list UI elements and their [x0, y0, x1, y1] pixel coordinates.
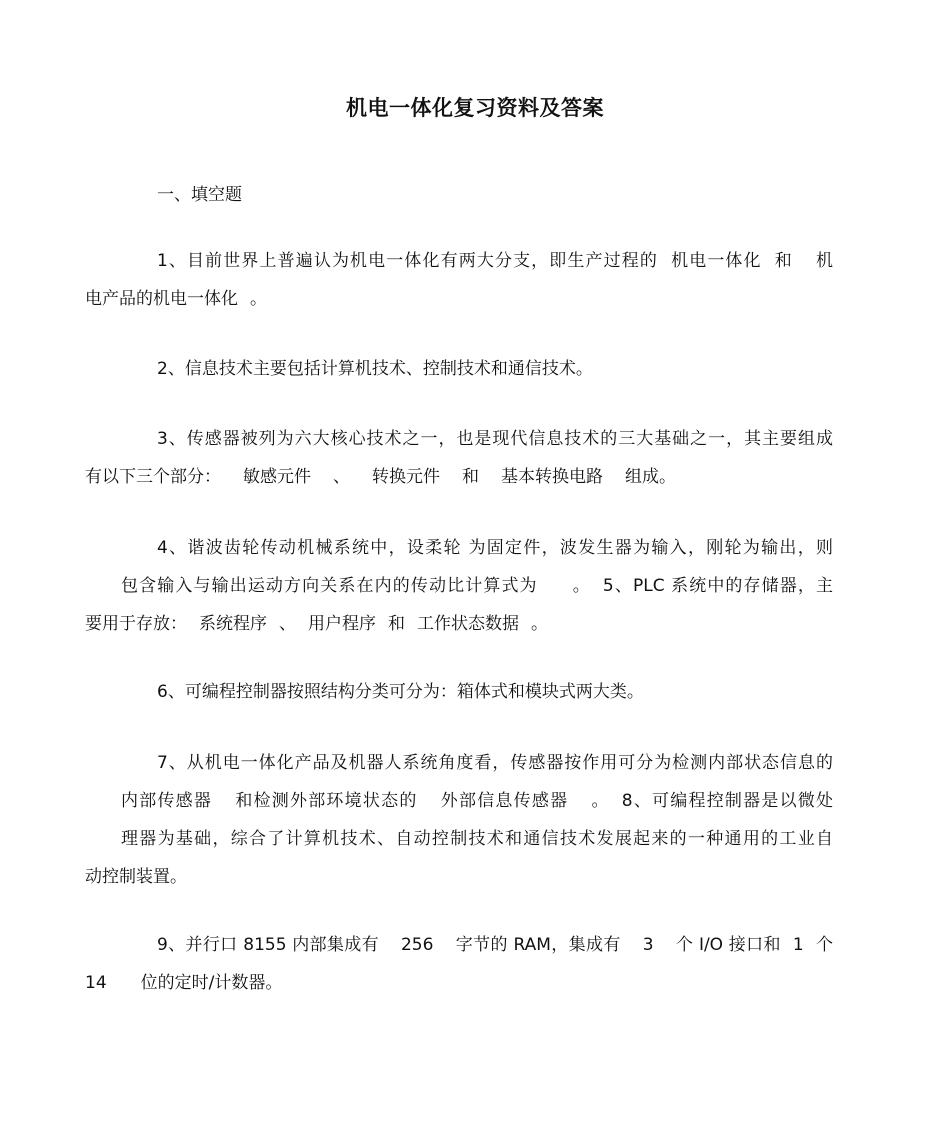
question-6 — [121, 673, 833, 711]
answer-blank: 14 — [85, 973, 107, 993]
question-8-line-2: 理器为基础，综合了计算机技术、自动控制技术和通信技术发展起来的一种通用的工业自 — [121, 829, 833, 849]
answer-blank: 系统程序 — [199, 614, 267, 634]
question-6-text: 6、可编程控制器按照结构分类可分为：箱体式和模块式两大类。 — [157, 682, 644, 702]
question-2 — [121, 350, 833, 388]
question-2-text: 2、信息技术主要包括计算机技术、控制技术和通信技术。 — [157, 359, 593, 379]
question-4 — [85, 529, 834, 643]
question-5-start: 5、PLC 系统中的存储器，主 — [602, 576, 834, 596]
document-title: 机电一体化复习资料及答案 — [346, 96, 604, 120]
answer-blank: 转换元件 — [372, 467, 440, 487]
answer-blank: 256 — [400, 935, 434, 955]
answer-blank: 用户程序 — [308, 614, 376, 634]
answer-blank: 电产品的机电一体化 — [85, 289, 238, 309]
section-heading: 一、填空题 — [157, 185, 242, 205]
answer-blank: 1 — [792, 935, 804, 955]
question-7-line-1: 7、从机电一体化产品及机器人系统角度看，传感器按作用可分为检测内部状态信息的 — [157, 753, 833, 773]
answer-blank: 敏感元件 — [243, 467, 311, 487]
question-1 — [85, 242, 834, 318]
answer-blank: 工作状态数据 — [417, 614, 519, 634]
answer-blank: 外部信息传感器 — [439, 791, 569, 811]
answer-blank: 基本转换电路 — [501, 467, 603, 487]
question-7 — [85, 744, 834, 896]
question-4-line-2: 包含输入与输出运动方向关系在内的传动比计算式为 。 5、PLC 系统中的存储器，主 — [121, 576, 834, 596]
question-3 — [85, 420, 833, 496]
question-9-line-1: 9、并行口 8155 内部集成有 256 字节的 RAM，集成有 3 个 I/O 接口和 1 个 — [157, 935, 834, 955]
question-1-line-2: 电产品的机电一体化 。 — [85, 289, 267, 309]
question-8-line-3: 动控制装置。 — [85, 867, 187, 887]
question-8-start: 8、可编程控制器是以微处 — [621, 791, 834, 811]
question-3-line-2: 有以下三个部分： 敏感元件 、 转换元件 和 基本转换电路 组成。 — [85, 467, 676, 487]
question-9-line-2: 14 位的定时/计数器。 — [85, 973, 283, 993]
answer-blank: 内部传感器 — [121, 791, 213, 811]
answer-blank: 机 — [814, 251, 834, 271]
question-7-line-2: 内部传感器 和检测外部环境状态的 外部信息传感器 。 8、可编程控制器是以微处 — [121, 791, 834, 811]
answer-blank: 机电一体化 — [669, 251, 762, 271]
question-4-line-1: 4、谐波齿轮传动机械系统中，设柔轮 为固定件，波发生器为输入，刚轮为输出，则 — [157, 538, 833, 558]
question-3-line-1: 3、传感器被列为六大核心技术之一，也是现代信息技术的三大基础之一，其主要组成 — [157, 429, 833, 449]
question-1-line-1: 1、目前世界上普遍认为机电一体化有两大分支，即生产过程的 机电一体化 和 机 — [157, 251, 834, 271]
answer-blank: 3 — [642, 935, 654, 955]
question-4-line-3: 要用于存放： 系统程序 、 用户程序 和 工作状态数据 。 — [85, 614, 548, 634]
question-9 — [85, 926, 834, 1002]
